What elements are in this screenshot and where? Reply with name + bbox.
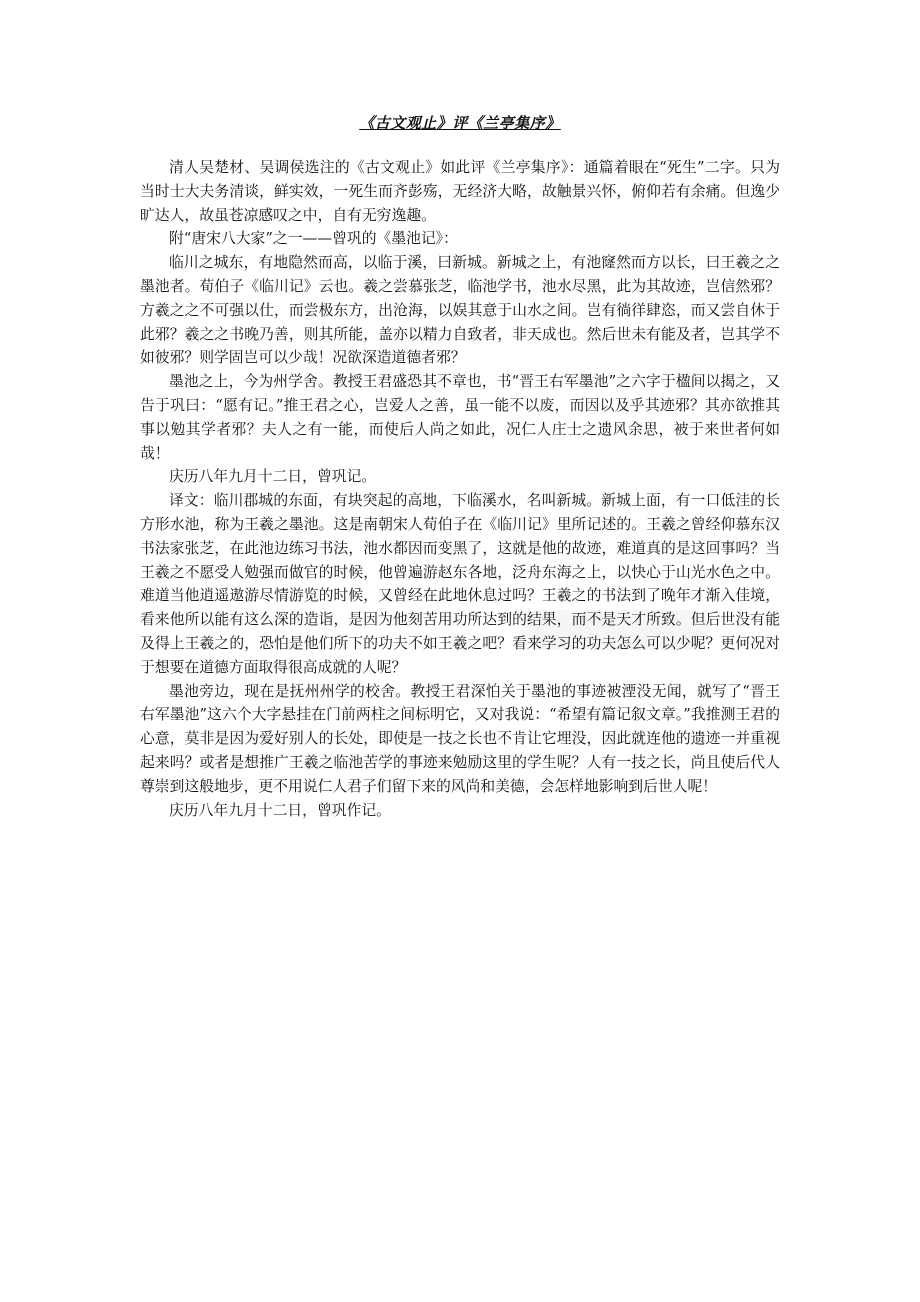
paragraph-translation-2: 墨池旁边，现在是抚州州学的校舍。教授王君深怕关于墨池的事迹被湮没无闻，就写了“晋王右军墨池”这六个大字悬挂在门前两柱之间标明它，又对我说：“希望有篇记叙文章。”我推测王君的心意，莫非是因为爱好别人的长处，即使是一技之长也不肯让它埋没，因此就连他的遗迹一并重视起来吗？或者是想推广王羲之临池苦学的事迹来勉励这里的学生呢？人有一技之长，尚且使后代人尊崇到这般地步，更不用说仁人君子们留下来的风尚和美德，会怎样地影响到后世人呢！ — [140, 682, 780, 795]
paragraph-original-1: 临川之城东，有地隐然而高，以临于溪，曰新城。新城之上，有池窿然而方以长，曰王羲之之墨池者。荀伯子《临川记》云也。羲之尝慕张芝，临池学书，池水尽黑，此为其故迹，岂信然邪？方羲之之不可强以仕，而尝极东方，出沧海，以娱其意于山水之间。岂有徜徉肆恣，而又尝自休于此邪？羲之之书晚乃善，则其所能，盖亦以精力自致者，非天成也。然后世未有能及者，岂其学不如彼邪？则学固岂可以少哉！况欲深造道德者邪？ — [140, 254, 780, 367]
paragraph-translation-1: 译文：临川郡城的东面，有块突起的高地，下临溪水，名叫新城。新城上面，有一口低洼的长方形水池，称为王羲之墨池。这是南朝宋人荀伯子在《临川记》里所记述的。王羲之曾经仰慕东汉书法家张芝，在此池边练习书法，池水都因而变黑了，这就是他的故迹，难道真的是这回事吗？当王羲之不愿受人勉强而做官的时候，他曾遍游赵东各地，泛舟东海之上，以快心于山光水色之中。难道当他逍遥遨游尽情游览的时候，又曾经在此地休息过吗？王羲之的书法到了晚年才渐入佳境，看来他所以能有这么深的造诣，是因为他刻苦用功所达到的结果，而不是天才所致。但后世没有能及得上王羲之的，恐怕是他们所下的功夫不如王羲之吧？看来学习的功夫怎么可以少呢？更何况对于想要在道德方面取得很高成就的人呢？ — [140, 492, 780, 676]
paragraph-appendix-intro: 附“唐宋八大家”之一——曾巩的《墨池记》： — [169, 230, 458, 248]
document-title: 《古文观止》评《兰亭集序》 — [359, 114, 561, 132]
paragraph-translation-date: 庆历八年九月十二日，曾巩作记。 — [169, 801, 391, 819]
paragraph-commentary: 清人吴楚材、吴调侯选注的《古文观止》如此评《兰亭集序》：通篇着眼在“死生”二字。只为当时士大夫务清谈，鲜实效，一死生而齐彭殇，无经济大略，故触景兴怀，俯仰若有余痛。但逸少旷达人，故虽苍凉感叹之中，自有无穷逸趣。 — [140, 159, 780, 224]
paragraph-original-2: 墨池之上，今为州学舍。教授王君盛恐其不章也，书“晋王右军墨池”之六字于楹间以揭之，又告于巩曰：“愿有记。”推王君之心，岂爱人之善，虽一能不以废，而因以及乎其迹邪？其亦欲推其事以勉其学者邪？夫人之有一能，而使后人尚之如此，况仁人庄士之遗风余思，被于来世者何如哉！ — [140, 373, 780, 462]
document-page — [140, 112, 780, 822]
paragraph-original-date: 庆历八年九月十二日，曾巩记。 — [169, 468, 377, 486]
document-body — [140, 156, 780, 822]
